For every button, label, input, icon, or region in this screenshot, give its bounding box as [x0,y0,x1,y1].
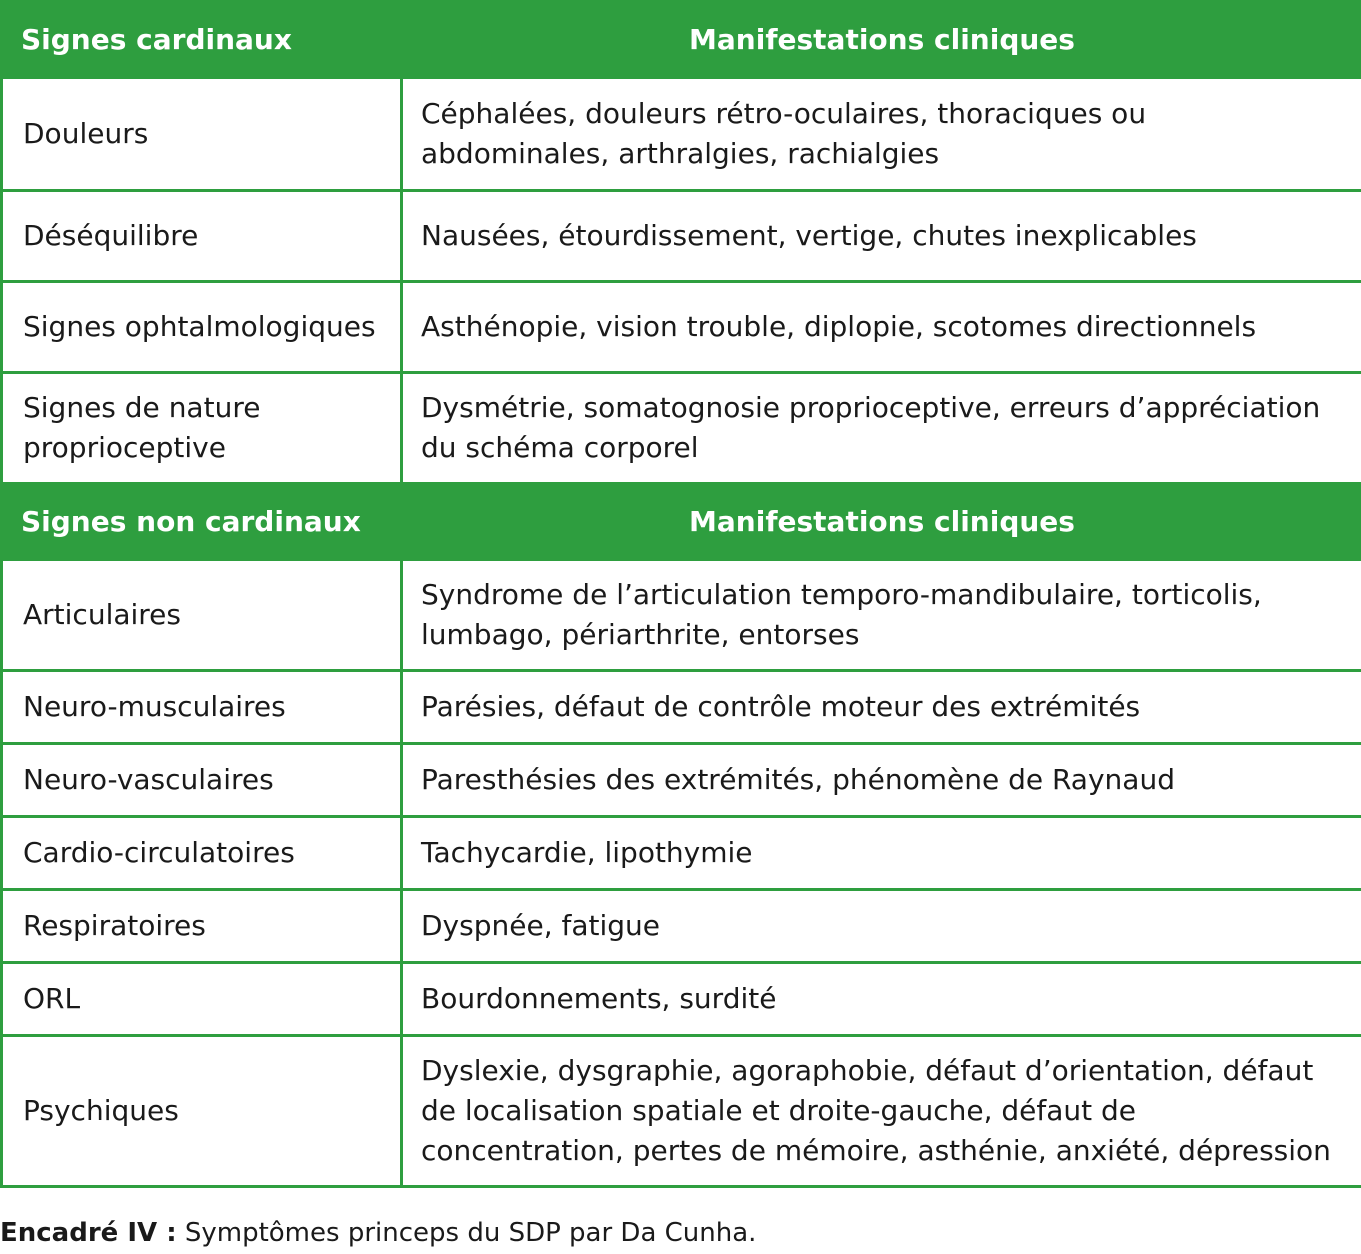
section-header-signs: Signes non cardinaux [2,484,402,560]
manifestation-cell: Dysmétrie, somatognosie proprioceptive, erreurs d’appréciation du schéma corporel [402,373,1361,484]
section-header-manifestations: Manifestations cliniques [402,2,1361,78]
table-row [2,191,1361,282]
sign-cell: Douleurs [2,78,402,191]
table-caption [0,1218,756,1248]
caption-label: Encadré IV : [0,1218,177,1248]
manifestation-cell: Nausées, étourdissement, vertige, chutes inexplicables [402,191,1361,282]
sign-cell: Déséquilibre [2,191,402,282]
table-row [2,817,1361,890]
table-row [2,560,1361,671]
table-row [2,744,1361,817]
manifestation-cell: Paresthésies des extrémités, phénomène de Raynaud [402,744,1361,817]
table-row [2,890,1361,963]
manifestation-cell: Bourdonnements, surdité [402,963,1361,1036]
manifestation-cell: Syndrome de l’articulation temporo-mandibulaire, torticolis, lumbago, périarthrite, entorses [402,560,1361,671]
section-header-row [2,2,1361,78]
section-header-manifestations: Manifestations cliniques [402,484,1361,560]
sign-cell: Signes de nature proprioceptive [2,373,402,484]
manifestation-cell: Parésies, défaut de contrôle moteur des extrémités [402,671,1361,744]
sign-cell: Signes ophtalmologiques [2,282,402,373]
sign-cell: ORL [2,963,402,1036]
manifestation-cell: Tachycardie, lipothymie [402,817,1361,890]
table-row [2,671,1361,744]
sign-cell: Respiratoires [2,890,402,963]
table-row [2,282,1361,373]
sign-cell: Articulaires [2,560,402,671]
caption-text: Symptômes princeps du SDP par Da Cunha. [176,1218,757,1248]
table-row [2,78,1361,191]
section-header-row [2,484,1361,560]
sign-cell: Neuro-vasculaires [2,744,402,817]
sign-cell: Neuro-musculaires [2,671,402,744]
table-row [2,373,1361,484]
sign-cell: Cardio-circulatoires [2,817,402,890]
table-row [2,963,1361,1036]
manifestation-cell: Dyspnée, fatigue [402,890,1361,963]
section-header-signs: Signes cardinaux [2,2,402,78]
manifestation-cell: Dyslexie, dysgraphie, agoraphobie, défaut d’orientation, défaut de localisation spatiale et droite-gauche, défaut de concentration, pertes de mémoire, asthénie, anxiété, dépression [402,1036,1361,1187]
manifestation-cell: Asthénopie, vision trouble, diplopie, scotomes directionnels [402,282,1361,373]
manifestation-cell: Céphalées, douleurs rétro-oculaires, thoraciques ou abdominales, arthralgies, rachialgies [402,78,1361,191]
sign-cell: Psychiques [2,1036,402,1187]
table-row [2,1036,1361,1187]
